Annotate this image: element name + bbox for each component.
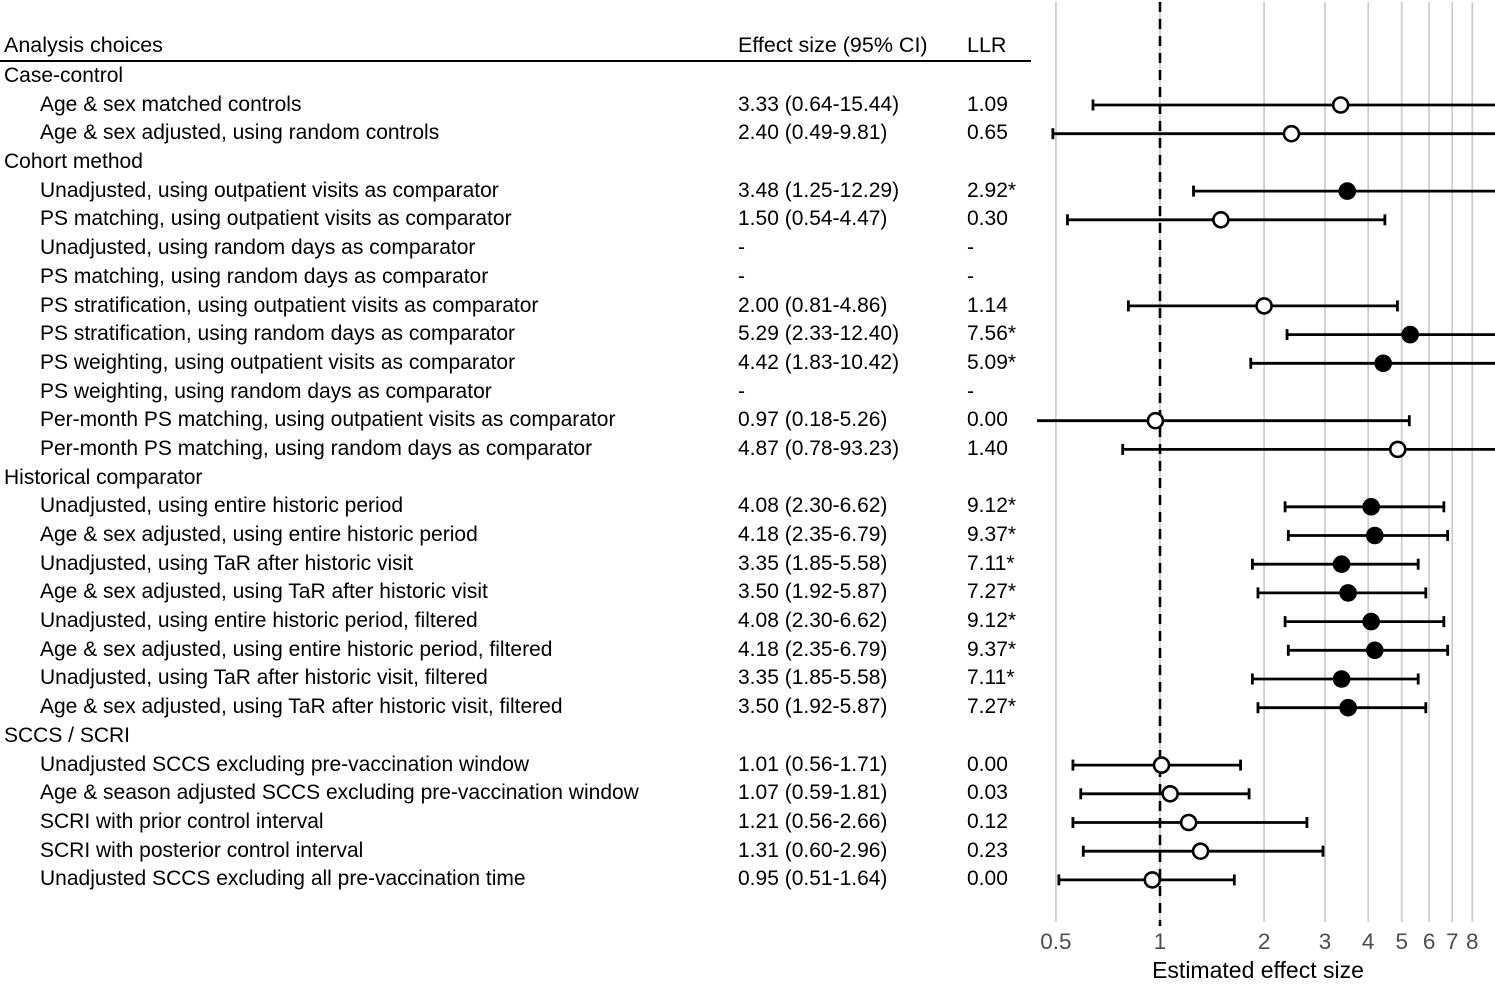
- row-llr: -: [967, 264, 974, 288]
- table-row: [0, 521, 1040, 550]
- row-llr: 2.92*: [967, 178, 1017, 202]
- row-effect-size: -: [738, 379, 745, 403]
- point-marker: [1193, 844, 1208, 859]
- row-label: Unadjusted, using TaR after historic visit, filtered: [40, 666, 488, 690]
- row-effect-size: -: [738, 236, 745, 260]
- row-llr: 9.12*: [967, 494, 1017, 518]
- row-llr: 0.00: [967, 752, 1008, 776]
- row-label: PS matching, using random days as comparator: [40, 264, 489, 288]
- row-label: Unadjusted, using TaR after historic visit: [40, 551, 414, 575]
- row-label: SCRI with prior control interval: [40, 809, 324, 833]
- row-llr: 5.09*: [967, 350, 1017, 374]
- table-row: [0, 607, 1040, 636]
- x-tick-label: 0.5: [1040, 929, 1072, 954]
- row-effect-size: 0.95 (0.51-1.64): [738, 867, 888, 891]
- table-row: [0, 664, 1040, 693]
- row-effect-size: 3.50 (1.92-5.87): [738, 695, 888, 719]
- table-row: [0, 578, 1040, 607]
- row-label: Unadjusted, using random days as comparator: [40, 236, 476, 260]
- table-row: [0, 406, 1040, 435]
- row-effect-size: 4.42 (1.83-10.42): [738, 350, 900, 374]
- row-effect-size: 5.29 (2.33-12.40): [738, 322, 900, 346]
- x-tick-label: 5: [1395, 929, 1408, 954]
- table-row: [0, 378, 1040, 407]
- row-label: Case-control: [4, 64, 124, 87]
- row-effect-size: 4.18 (2.35-6.79): [738, 523, 888, 546]
- table-row: [0, 435, 1040, 464]
- row-effect-size: 1.31 (0.60-2.96): [738, 838, 888, 862]
- point-marker: [1284, 126, 1299, 141]
- row-label: PS matching, using outpatient visits as comparator: [40, 207, 512, 231]
- point-marker: [1403, 327, 1418, 342]
- column-header-llr: LLR: [967, 33, 1007, 57]
- point-marker: [1148, 413, 1163, 428]
- row-label: SCCS / SCRI: [4, 723, 131, 747]
- point-marker: [1154, 758, 1169, 773]
- table-row: [0, 751, 1040, 780]
- x-tick-label: 7: [1445, 929, 1459, 954]
- point-marker: [1367, 643, 1382, 658]
- row-effect-size: 2.40 (0.49-9.81): [738, 121, 888, 145]
- table-row: [0, 808, 1040, 837]
- table-row: [0, 205, 1040, 234]
- table-row: [0, 177, 1040, 206]
- section-row: [0, 148, 1040, 177]
- row-label: Age & sex adjusted, using TaR after historic visit: [40, 580, 488, 604]
- row-label: Unadjusted SCCS excluding pre-vaccination window: [40, 752, 530, 776]
- row-effect-size: 1.21 (0.56-2.66): [738, 809, 888, 833]
- row-llr: 7.27*: [967, 695, 1017, 719]
- row-label: Age & sex matched controls: [40, 92, 302, 116]
- row-effect-size: 4.08 (2.30-6.62): [738, 609, 888, 633]
- row-llr: 0.23: [967, 838, 1008, 862]
- row-label: Age & sex adjusted, using entire historic period: [40, 523, 478, 546]
- row-llr: 7.11*: [967, 551, 1015, 575]
- row-effect-size: 0.97 (0.18-5.26): [738, 408, 888, 432]
- row-llr: 0.65: [967, 121, 1008, 145]
- point-marker: [1145, 872, 1160, 887]
- row-label: Age & season adjusted SCCS excluding pre-vaccination window: [40, 781, 639, 805]
- point-marker: [1341, 585, 1356, 600]
- analysis-rows-table: [0, 62, 1040, 894]
- table-row: [0, 865, 1040, 894]
- point-marker: [1334, 672, 1349, 687]
- table-row: [0, 492, 1040, 521]
- row-label: Per-month PS matching, using outpatient visits as comparator: [40, 408, 616, 432]
- table-row: [0, 292, 1040, 321]
- table-row: [0, 636, 1040, 665]
- x-axis-title: Estimated effect size: [1152, 957, 1364, 983]
- row-llr: 9.37*: [967, 523, 1017, 546]
- point-marker: [1334, 557, 1349, 572]
- row-effect-size: 3.33 (0.64-15.44): [738, 92, 900, 116]
- row-label: Unadjusted, using entire historic period, filtered: [40, 609, 478, 633]
- point-marker: [1257, 298, 1272, 313]
- row-llr: 7.56*: [967, 322, 1017, 346]
- row-label: Historical comparator: [4, 465, 203, 489]
- point-marker: [1333, 98, 1348, 113]
- point-marker: [1163, 786, 1178, 801]
- row-effect-size: 3.35 (1.85-5.58): [738, 666, 888, 690]
- point-marker: [1340, 184, 1355, 199]
- row-llr: 0.03: [967, 781, 1008, 805]
- row-label: Unadjusted, using entire historic period: [40, 494, 404, 518]
- row-effect-size: 3.50 (1.92-5.87): [738, 580, 888, 604]
- x-tick-label: 6: [1422, 929, 1436, 954]
- row-llr: 9.12*: [967, 609, 1017, 633]
- x-tick-label: 4: [1361, 929, 1375, 954]
- column-header-effect-size: Effect size (95% CI): [738, 33, 928, 57]
- row-llr: 1.40: [967, 436, 1008, 460]
- row-label: Age & sex adjusted, using random controls: [40, 121, 440, 145]
- point-marker: [1390, 442, 1405, 457]
- table-row: [0, 91, 1040, 120]
- point-marker: [1341, 700, 1356, 715]
- row-effect-size: 2.00 (0.81-4.86): [738, 293, 888, 317]
- row-llr: -: [967, 379, 974, 403]
- row-effect-size: 4.08 (2.30-6.62): [738, 494, 888, 518]
- row-llr: 0.30: [967, 207, 1008, 231]
- row-llr: 7.11*: [967, 666, 1015, 690]
- point-marker: [1364, 614, 1379, 629]
- table-row: [0, 349, 1040, 378]
- row-llr: 0.00: [967, 867, 1008, 891]
- table-row: [0, 234, 1040, 263]
- table-row: [0, 693, 1040, 722]
- row-label: SCRI with posterior control interval: [40, 838, 364, 862]
- row-llr: 1.14: [967, 293, 1008, 317]
- x-tick-label: 3: [1318, 929, 1332, 954]
- row-llr: 0.12: [967, 809, 1008, 833]
- row-label: Age & sex adjusted, using TaR after historic visit, filtered: [40, 695, 563, 719]
- table-row: [0, 263, 1040, 292]
- table-row: [0, 550, 1040, 579]
- section-row: [0, 722, 1040, 751]
- row-llr: -: [967, 236, 974, 260]
- row-effect-size: -: [738, 264, 745, 288]
- row-label: Age & sex adjusted, using entire historic period, filtered: [40, 637, 553, 661]
- row-label: PS weighting, using random days as comparator: [40, 379, 492, 403]
- section-row: [0, 62, 1040, 91]
- table-row: [0, 320, 1040, 349]
- row-llr: 0.00: [967, 408, 1008, 432]
- row-effect-size: 4.87 (0.78-93.23): [738, 436, 900, 460]
- row-effect-size: 3.48 (1.25-12.29): [738, 178, 900, 202]
- row-label: PS weighting, using outpatient visits as comparator: [40, 350, 516, 374]
- row-label: Per-month PS matching, using random days as comparator: [40, 436, 593, 460]
- row-effect-size: 1.07 (0.59-1.81): [738, 781, 888, 805]
- point-marker: [1213, 212, 1228, 227]
- table-row: [0, 837, 1040, 866]
- row-llr: 1.09: [967, 92, 1008, 116]
- column-header-analysis-choices: Analysis choices: [4, 33, 163, 57]
- x-tick-label: 1: [1153, 929, 1167, 954]
- row-effect-size: 1.01 (0.56-1.71): [738, 752, 888, 776]
- row-llr: 9.37*: [967, 637, 1017, 661]
- row-label: PS stratification, using outpatient visits as comparator: [40, 293, 539, 317]
- point-marker: [1364, 499, 1379, 514]
- row-label: Cohort method: [4, 150, 143, 174]
- x-tick-label: 8: [1466, 929, 1479, 954]
- section-row: [0, 464, 1040, 493]
- row-label: Unadjusted SCCS excluding all pre-vaccination time: [40, 867, 526, 891]
- row-effect-size: 1.50 (0.54-4.47): [738, 207, 888, 231]
- row-effect-size: 4.18 (2.35-6.79): [738, 637, 888, 661]
- x-tick-label: 2: [1257, 929, 1271, 954]
- row-effect-size: 3.35 (1.85-5.58): [738, 551, 888, 575]
- table-row: [0, 779, 1040, 808]
- point-marker: [1376, 356, 1391, 371]
- point-marker: [1181, 815, 1196, 830]
- row-label: PS stratification, using random days as comparator: [40, 322, 516, 346]
- row-label: Unadjusted, using outpatient visits as comparator: [40, 178, 499, 202]
- point-marker: [1367, 528, 1382, 543]
- row-llr: 7.27*: [967, 580, 1017, 604]
- table-row: [0, 119, 1040, 148]
